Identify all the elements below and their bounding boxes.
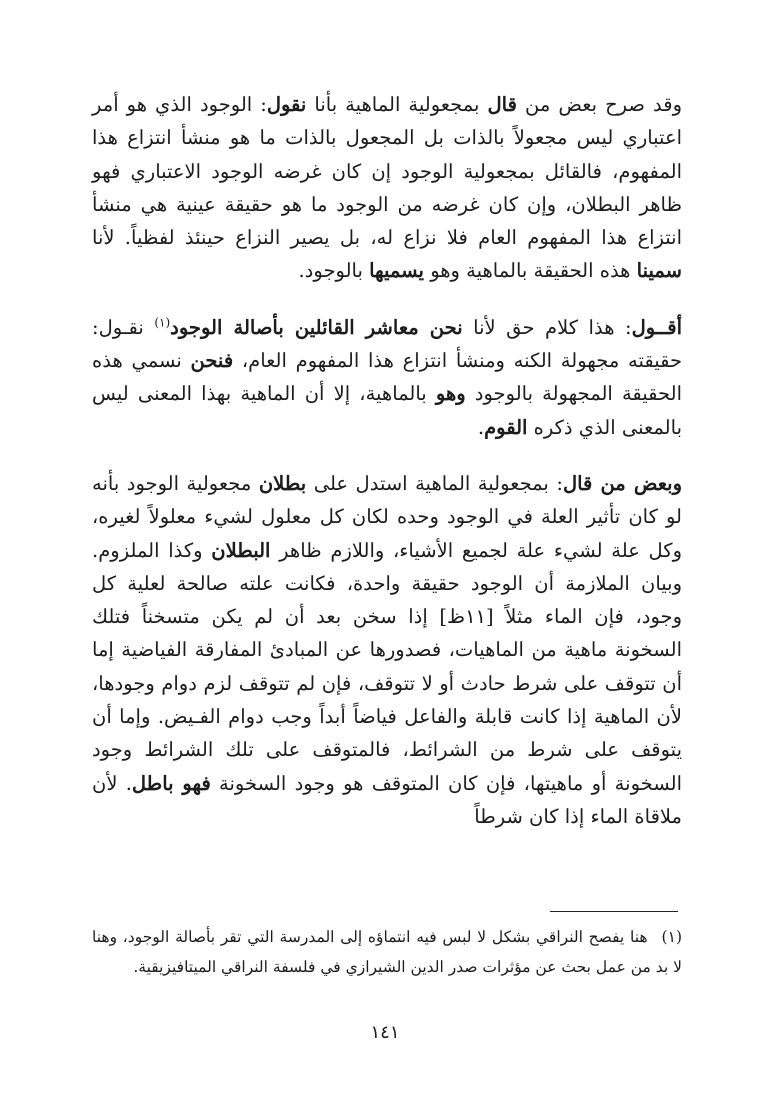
- footnote: [92, 922, 682, 982]
- text-run: وقد صرح بعض من: [516, 93, 683, 116]
- text-run: هذه الحقيقة بالماهية وهو: [424, 259, 637, 283]
- bold-term: بطلان: [258, 471, 307, 495]
- text-run: .: [477, 415, 485, 439]
- bold-term: سمينا: [636, 259, 682, 283]
- text-run: : الوجود الذي هو أمر اعتباري ليس مجعولاً بالذات بل المجعول بالذات ما هو منشأ انتزاع هذا المفهوم، فالقائل بمجعولية الوجود إن كان غرضه الوجود الاعتباري فهو ظاهر البطلان، وإن كان غرضه من الوجود ما هو حقيقة عينية هي منشأ انتزاع هذا المفهوم العام فلا نزاع له، بل يصير النزاع حينئذ لفظياً. لأنا: [92, 93, 682, 250]
- footnote-divider: [550, 911, 678, 912]
- bold-term: فنحن: [190, 349, 234, 373]
- paragraph-2: [92, 311, 682, 444]
- text-run: وكذا الملزوم. وبيان الملازمة أن الوجود حقيقة واحدة، فكانت علته صالحة لعلية كل وجود، فإن الماء مثلاً [١١ظ] إذا سخن بعد أن لم يكن متسخناً فتلك السخونة ماهية من الماهيات، فصدورها عن المبادئ المفارقة الفياضية إما أن تتوقف على شرط حادث أو لا تتوقف، فإن لم تتوقف لزم دوام وجودها، لأن الماهية إذا كانت قابلة والفاعل فياضاً أبداً وجب دوام الفـيض. وإما أن يتوقف على شرط من الشرائط، فالمتوقف على تلك الشرائط وجود السخونة أو ماهيتها، فإن كان المتوقف هو وجود السخونة: [92, 538, 682, 795]
- text-run: بالماهية، إلا أن الماهية بهذا المعنى ليس بالمعنى الذي ذكره: [92, 382, 682, 439]
- page-number: ١٤١: [370, 1022, 400, 1043]
- text-run: بالوجود.: [298, 259, 370, 283]
- text-run: بمجعولية الماهية بأنا: [306, 93, 488, 116]
- footnote-number: (١): [661, 928, 682, 946]
- paragraph-3: [92, 467, 682, 833]
- paragraph-heading: وبعض من قال: [562, 471, 682, 495]
- paragraph-heading: أقــول: [631, 315, 682, 339]
- bold-term: فهو باطل: [131, 771, 211, 795]
- text-run: مجعولية الوجود بأنه لو كان تأثير العلة في الوجود وحده لكان كل معلول لشيء معلولاً لغيره، وكل علة لشيء علة لجميع الأشياء، واللازم ظاهر: [92, 471, 682, 562]
- bold-term: القوم: [484, 415, 528, 439]
- text-run: نقـول: حقيقته مجهولة الكنه ومنشأ انتزاع هذا المفهوم العام،: [92, 315, 682, 373]
- page-body: [92, 88, 682, 833]
- bold-term: نقول: [266, 93, 307, 116]
- text-run: : هذا كلام حق لأنا: [462, 315, 632, 339]
- text-run: : بمجعولية الماهية استدل على: [306, 471, 563, 495]
- bold-term: وهو: [435, 382, 466, 406]
- bold-term: يسميها: [369, 259, 424, 283]
- bold-term: البطلان: [211, 538, 271, 562]
- footnote-text: هنا يفصح النراقي بشكل لا لبس فيه انتماؤه إلى المدرسة التي تقر بأصالة الوجود، وهنا لا بد من عمل بحث عن مؤثرات صدر الدين الشيرازي في فلسفة النراقي الميتافيزيقية.: [92, 928, 682, 976]
- text-run: . لأن ملاقاة الماء إذا كان شرطاً: [92, 771, 682, 828]
- text-run: نسمي هذه الحقيقة المجهولة بالوجود: [92, 349, 682, 406]
- paragraph-1: [92, 88, 682, 288]
- bold-term: نحن معاشر القائلين بأصالة الوجود: [170, 315, 463, 339]
- footnote-reference[interactable]: (١): [154, 315, 171, 330]
- bold-term: قال: [487, 93, 517, 116]
